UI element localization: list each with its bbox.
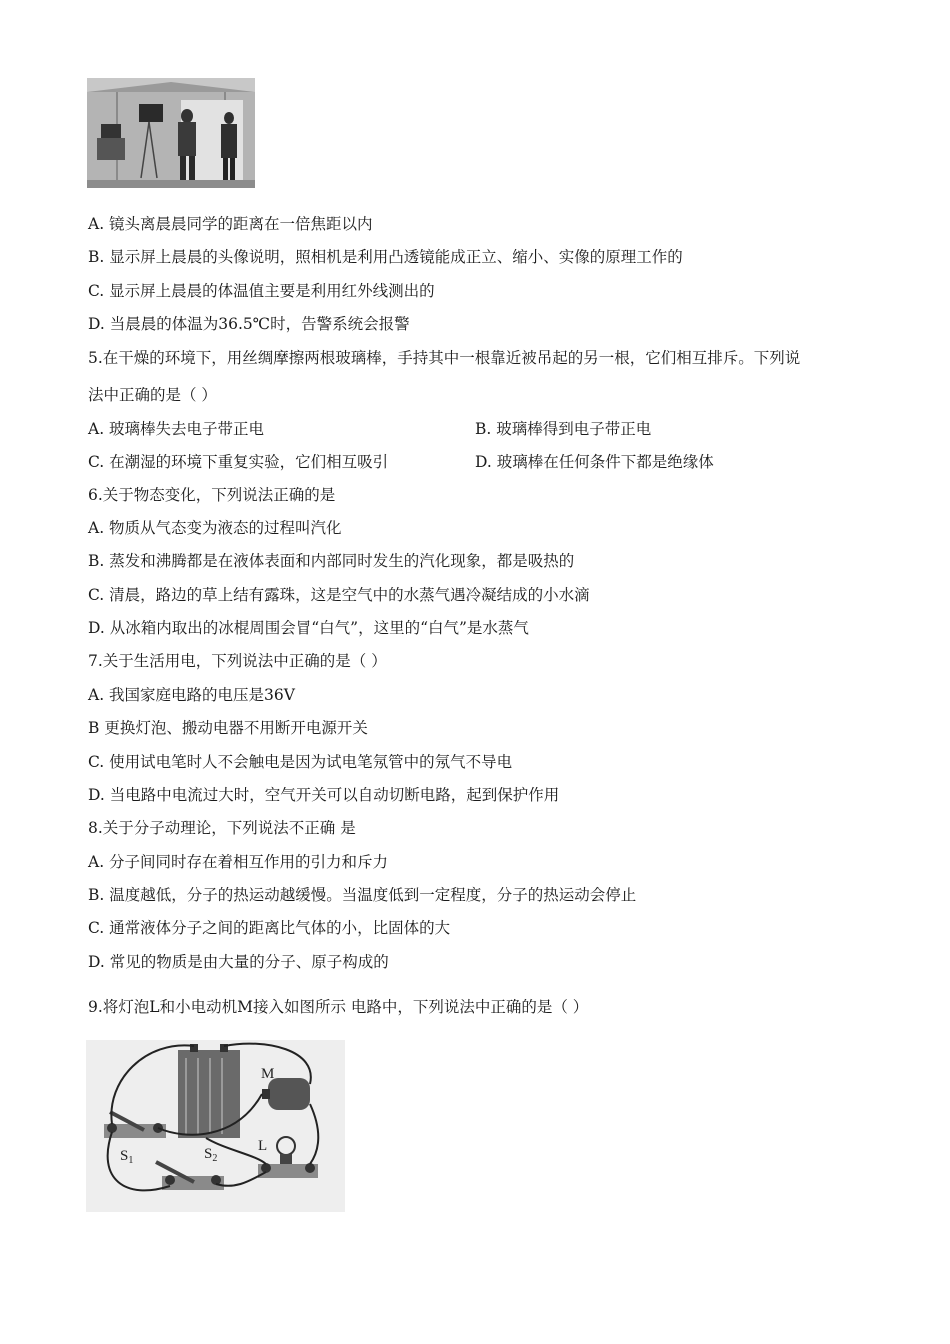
q7-option-b: B 更换灯泡、搬动电器不用断开电源开关 [88, 719, 368, 737]
q8-option-a: A. 分子间同时存在着相互作用的引力和斥力 [88, 853, 389, 871]
thermal-screening-photo [87, 78, 255, 188]
q8-stem: 8.关于分子动理论，下列说法不正确 是 [88, 819, 356, 837]
q8-option-b: B. 温度越低，分子的热运动越缓慢。当温度低到一定程度，分子的热运动会停止 [88, 886, 637, 904]
q4-option-d: D. 当晨晨的体温为36.5℃时，告警系统会报警 [88, 315, 410, 333]
q5-option-a: A. 玻璃棒失去电子带正电 [88, 420, 265, 438]
q8-option-d: D. 常见的物质是由大量的分子、原子构成的 [88, 953, 389, 971]
motor [268, 1078, 310, 1110]
lamp-label: L [258, 1138, 268, 1154]
q5-option-c: C. 在潮湿的环境下重复实验，它们相互吸引 [88, 453, 389, 471]
q6-option-b: B. 蒸发和沸腾都是在液体表面和内部同时发生的汽化现象，都是吸热的 [88, 552, 575, 570]
q5-stem-line2: 法中正确的是（ ） [88, 386, 217, 404]
q6-stem: 6.关于物态变化，下列说法正确的是 [88, 486, 336, 504]
q5-option-d: D. 玻璃棒在任何条件下都是绝缘体 [475, 453, 714, 471]
q9-stem: 9.将灯泡L和小电动机M接入如图所示 电路中，下列说法中正确的是（ ） [88, 998, 589, 1016]
q7-option-d: D. 当电路中电流过大时，空气开关可以自动切断电路，起到保护作用 [88, 786, 560, 804]
q7-stem: 7.关于生活用电，下列说法中正确的是（ ） [88, 652, 387, 670]
q4-option-b: B. 显示屏上晨晨的头像说明，照相机是利用凸透镜能成正立、缩小、实像的原理工作的 [88, 248, 683, 266]
q7-option-c: C. 使用试电笔时人不会触电是因为试电笔氖管中的氖气不导电 [88, 753, 513, 771]
q8-option-c: C. 通常液体分子之间的距离比气体的小，比固体的大 [88, 919, 451, 937]
q7-option-a: A. 我国家庭电路的电压是36V [88, 686, 295, 704]
switch-s1-label: $S_1$ [120, 1148, 134, 1166]
q6-option-d: D. 从冰箱内取出的冰棍周围会冒“白气”，这里的“白气”是水蒸气 [88, 619, 529, 637]
switch-s2-label: $S_2$ [204, 1146, 218, 1164]
q4-option-c: C. 显示屏上晨晨的体温值主要是利用红外线测出的 [88, 282, 435, 300]
q5-option-b: B. 玻璃棒得到电子带正电 [475, 420, 652, 438]
motor-label: M [261, 1066, 275, 1082]
q6-option-a: A. 物质从气态变为液态的过程叫汽化 [88, 519, 342, 537]
q6-option-c: C. 清晨，路边的草上结有露珠，这是空气中的水蒸气遇冷凝结成的小水滴 [88, 586, 590, 604]
q4-option-a: A. 镜头离晨晨同学的距离在一倍焦距以内 [88, 215, 373, 233]
q5-stem-line1: 5.在干燥的环境下，用丝绸摩擦两根玻璃棒，手持其中一根靠近被吊起的另一根，它们相互排斥。下列说 [88, 349, 801, 367]
circuit-diagram-photo [86, 1040, 345, 1212]
